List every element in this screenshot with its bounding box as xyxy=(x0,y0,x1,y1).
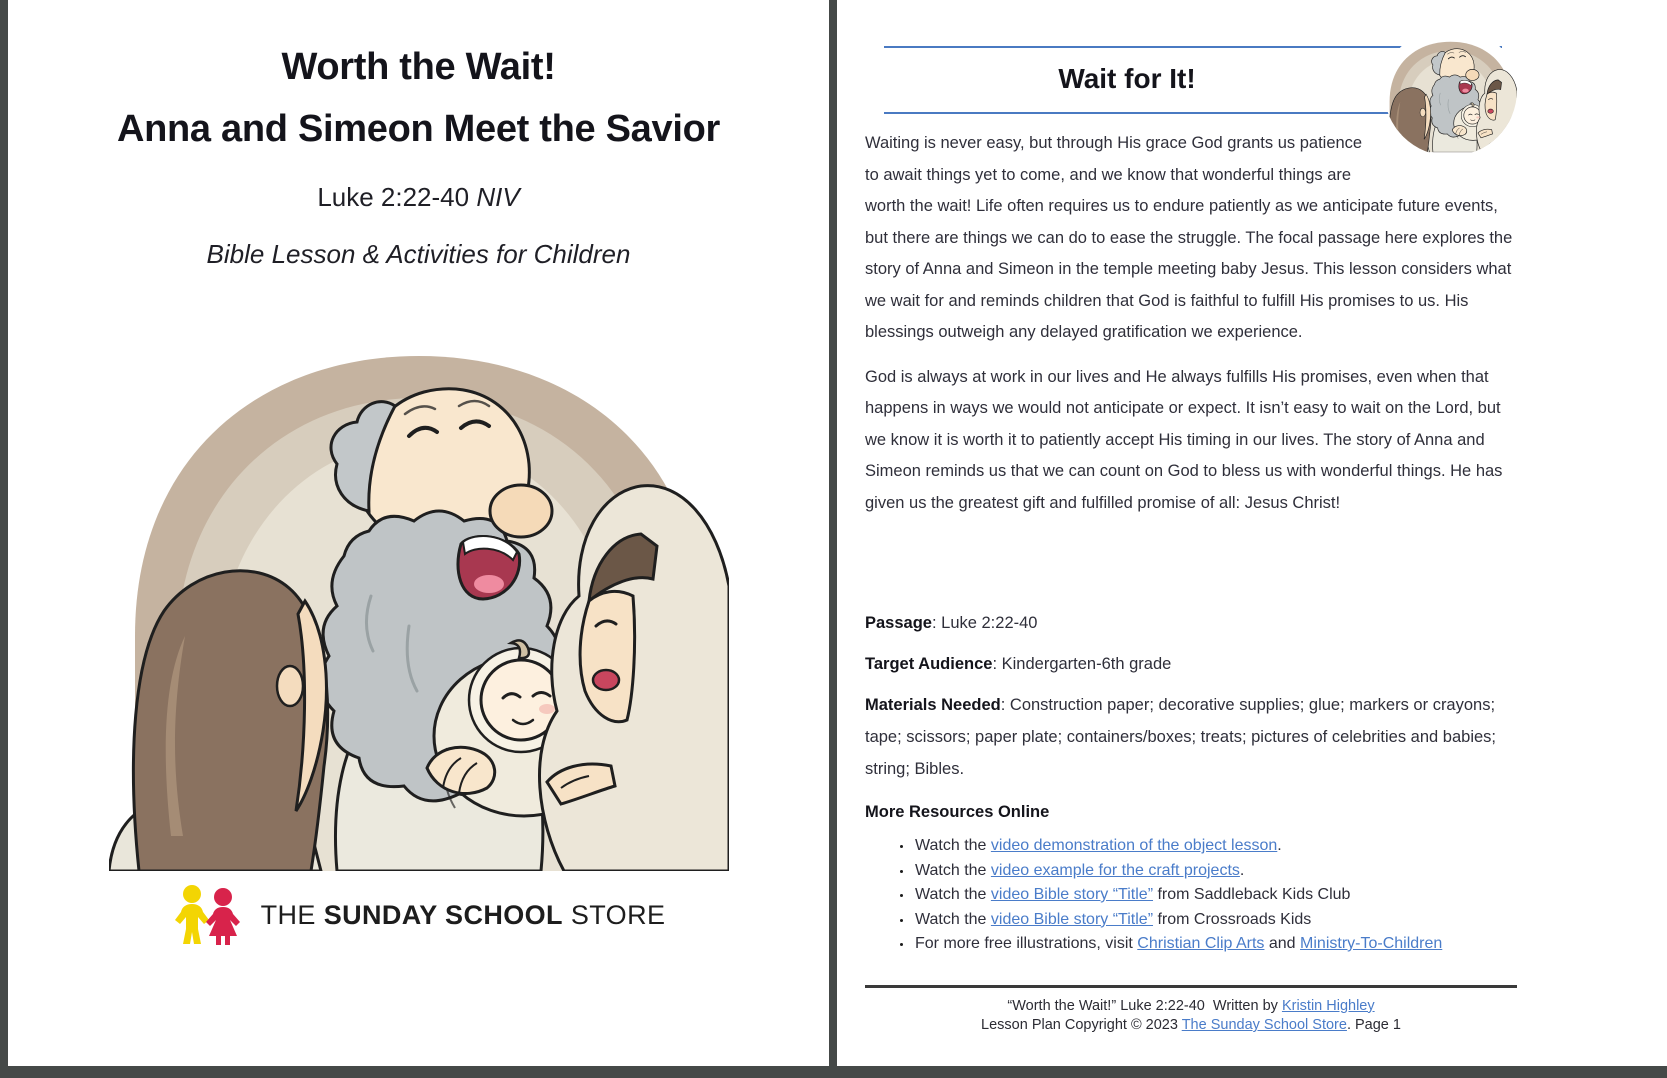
craft-video-link[interactable]: video example for the craft projects xyxy=(990,861,1240,879)
scripture-reference xyxy=(8,182,829,213)
meta-target-audience xyxy=(865,648,1517,680)
lesson-page-1 xyxy=(837,0,1667,1066)
publisher-logo xyxy=(8,884,829,946)
ministry-to-children-link[interactable]: Ministry-To-Children xyxy=(1300,935,1443,952)
page-footer xyxy=(865,985,1517,1036)
resource-text: from Crossroads Kids xyxy=(1153,910,1312,928)
crossroads-video-link[interactable]: video Bible story “Title” xyxy=(990,910,1154,928)
resource-item xyxy=(913,932,1517,957)
footer-text: Lesson Plan Copyright © 2023 xyxy=(981,1017,1182,1033)
cover-page xyxy=(8,0,829,1066)
logo-word-name: SUNDAY SCHOOL xyxy=(323,899,563,930)
resource-text: . xyxy=(1239,861,1245,879)
meta-materials-label: Materials Needed xyxy=(865,696,1001,714)
meta-passage xyxy=(865,607,1517,639)
lesson-title-line2: Anna and Simeon Meet the Savior xyxy=(116,108,721,150)
logo-girl-figure xyxy=(206,888,240,945)
resource-item xyxy=(913,883,1517,908)
resource-text: and xyxy=(1264,935,1301,952)
lesson-title-line1: Worth the Wait! xyxy=(281,46,556,88)
cover-tagline: Bible Lesson & Activities for Children xyxy=(206,239,631,269)
meta-materials xyxy=(865,689,1517,785)
footer-text: “Worth the Wait!” Luke 2:22-40 Written by xyxy=(1007,997,1282,1014)
scripture-ref-text: Luke 2:22-40 xyxy=(317,182,477,212)
simeon-anna-baby-jesus-illustration xyxy=(109,296,729,871)
simeon-thumbnail-illustration xyxy=(1384,25,1517,156)
simeon-thumbnail-svg xyxy=(1384,25,1517,156)
intro-paragraph-1: Waiting is never easy, but through His grace God grants us patience to await things yet to come, and we know that wonderful things are worth the wait! Life often requires us to endure patiently as we anticipate future events, but there are things we can do to ease the struggle. The focal passage here explores the story of Anna and Simeon in the temple meeting baby Jesus. This lesson considers what we wait for and reminds children that God is faithful to fulfill His promises to us. His blessings outweigh any delayed gratification we experience. xyxy=(865,134,1513,341)
resource-item xyxy=(913,834,1517,859)
resources-heading: More Resources Online xyxy=(865,803,1050,821)
resource-text: from Saddleback Kids Club xyxy=(1153,886,1351,903)
sunday-school-store-kids-icon xyxy=(172,884,246,946)
resource-text: . xyxy=(1277,837,1282,854)
logo-word-store: STORE xyxy=(570,899,666,930)
christian-clip-arts-link[interactable]: Christian Clip Arts xyxy=(1137,935,1265,952)
saddleback-video-link[interactable]: video Bible story “Title” xyxy=(990,886,1154,903)
meta-passage-value: : Luke 2:22-40 xyxy=(931,614,1038,632)
lesson-meta xyxy=(865,607,1517,785)
section-title: Wait for It! xyxy=(1058,63,1196,94)
resource-item xyxy=(913,859,1517,884)
footer-text: . Page 1 xyxy=(1346,1017,1401,1033)
intro-paragraph-2: God is always at work in our lives and He always fulfills His promises, even when that happens in ways we would not anticipate or expect. It isn’t easy to wait on the Lord, but we know it is worth it to patiently accept His timing in our lives. The story of Anna and Simeon reminds us that we can count on God to bless us with wonderful things. He has given us the greatest gift and fulfilled promise of all: Jesus Christ! xyxy=(865,367,1503,512)
resource-text: Watch the xyxy=(915,910,991,928)
logo-boy-figure xyxy=(175,885,209,944)
logo-word-the: THE xyxy=(260,899,316,930)
resource-item xyxy=(913,908,1517,933)
resource-text: Watch the xyxy=(915,837,991,854)
meta-materials-value: : Construction paper; decorative supplies; glue; markers or crayons; tape; scissors; paper plate; containers/boxes; treats; pictures of celebrities and babies; string; Bibles. xyxy=(865,696,1497,778)
scripture-version: NIV xyxy=(476,182,520,212)
meta-target-audience-label: Target Audience xyxy=(865,655,993,673)
resource-text: Watch the xyxy=(915,861,991,879)
resources-list xyxy=(865,834,1517,957)
store-link[interactable]: The Sunday School Store xyxy=(1181,1017,1347,1033)
object-lesson-video-link[interactable]: video demonstration of the object lesson xyxy=(990,837,1278,854)
resource-text: For more free illustrations, visit xyxy=(915,935,1138,952)
footer-line-1 xyxy=(865,997,1517,1017)
footer-line-2 xyxy=(865,1016,1517,1036)
author-link[interactable]: Kristin Highley xyxy=(1281,997,1375,1014)
resource-text: Watch the xyxy=(915,886,991,903)
meta-target-audience-value: : Kindergarten-6th grade xyxy=(992,655,1172,673)
publisher-logo-text xyxy=(261,900,666,931)
meta-passage-label: Passage xyxy=(865,614,932,632)
lesson-page-content xyxy=(837,0,1667,1036)
